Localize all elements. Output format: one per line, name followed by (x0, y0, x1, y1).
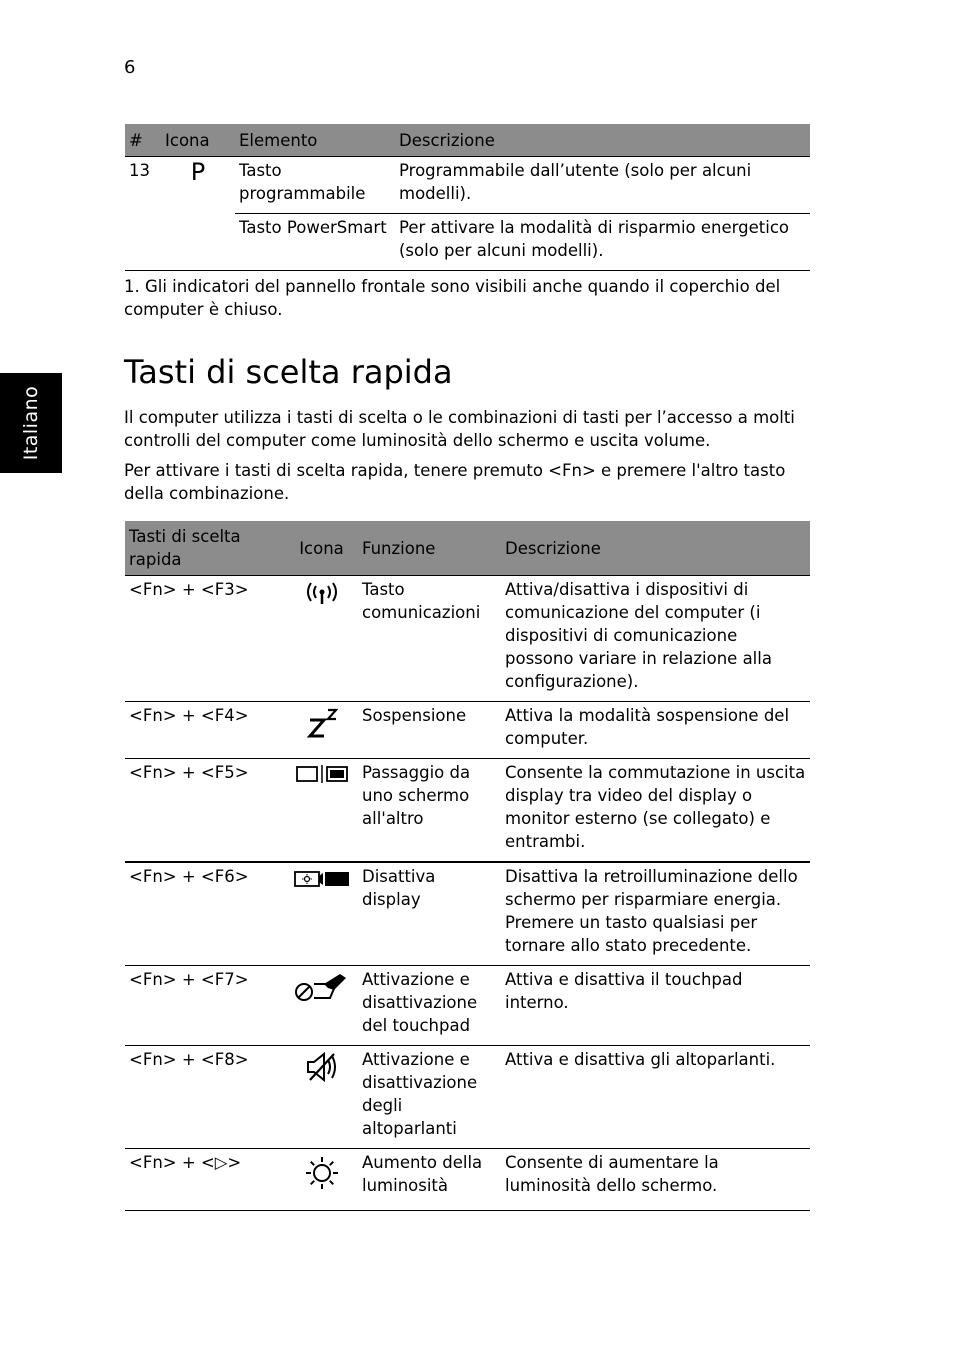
hotkey-cell: <Fn> + <F4> (125, 702, 285, 759)
language-side-tab (0, 373, 62, 473)
element-cell: Tasto PowerSmart (235, 214, 395, 271)
intro-text-before: Per attivare i tasti di scelta rapida, tenere premuto (124, 461, 549, 480)
header-description: Descrizione (395, 124, 810, 157)
fn-key-label: <Fn> (548, 461, 596, 480)
buttons-table (125, 124, 810, 271)
section-title: Tasti di scelta rapida (124, 353, 453, 391)
function-cell: Passaggio da uno schermo all'altro (358, 759, 501, 863)
function-cell: Disattiva display (362, 867, 436, 909)
header-function: Funzione (358, 521, 501, 576)
description-cell: Consente di aumentare la luminosità dello schermo. (501, 1149, 810, 1211)
table-row (125, 1149, 810, 1211)
header-number: # (125, 124, 161, 157)
table-row (125, 759, 810, 863)
description-cell: Per attivare la modalità di risparmio energetico (solo per alcuni modelli). (395, 214, 810, 271)
intro-paragraph-1: Il computer utilizza i tasti di scelta o le combinazioni di tasti per l’accesso a molti controlli del computer come luminosità dello schermo e uscita volume. (124, 408, 795, 450)
description-cell: Attiva/disattiva i dispositivi di comunicazione del computer (i dispositivi di comunicazione possono variare in relazione alla configurazione). (501, 576, 810, 702)
description-cell: Attiva e disattiva il touchpad interno. (501, 966, 810, 1046)
touchpad-toggle-icon (285, 966, 358, 1046)
table-row (125, 702, 810, 759)
screen-blank-icon (285, 862, 358, 966)
description-cell: Attiva e disattiva gli altoparlanti. (501, 1046, 810, 1149)
row-number: 13 (125, 157, 161, 271)
description-cell: Disattiva la retroilluminazione dello schermo per risparmiare energia. Premere un tasto qualsiasi per tornare allo stato precedente. (505, 867, 798, 955)
function-cell: Sospensione (358, 702, 501, 759)
intro-text-after: e premere l'altro tasto della combinazione. (124, 461, 786, 503)
footnote: 1. Gli indicatori del pannello frontale sono visibili anche quando il coperchio del computer è chiuso. (124, 277, 781, 319)
hotkey-cell: <Fn> + <▷> (125, 1149, 285, 1211)
table-row (125, 1046, 810, 1149)
header-description: Descrizione (501, 521, 810, 576)
table-row (125, 576, 810, 702)
display-toggle-icon (285, 759, 358, 863)
hotkey-cell: <Fn> + <F3> (125, 576, 285, 702)
table-header-row (125, 124, 810, 157)
sleep-zz-icon (285, 702, 358, 759)
intro-paragraph-2 (124, 459, 814, 505)
wireless-communication-icon (285, 576, 358, 702)
header-icon: Icona (285, 521, 358, 576)
header-element: Elemento (235, 124, 395, 157)
function-cell: Attivazione e disattivazione degli altoparlanti (358, 1046, 501, 1149)
brightness-up-icon (285, 1149, 358, 1211)
hotkeys-table (125, 521, 810, 1211)
header-icon: Icona (161, 124, 235, 157)
programmable-key-icon (161, 157, 235, 271)
description-cell: Consente la commutazione in uscita display tra video del display o monitor esterno (se collegato) e entrambi. (501, 759, 810, 863)
header-hotkeys: Tasti di scelta rapida (125, 521, 285, 576)
hotkey-cell: <Fn> + <F6> (129, 867, 249, 886)
p-key-glyph: P (190, 158, 206, 186)
hotkey-cell: <Fn> + <F8> (125, 1046, 285, 1149)
table-row (125, 157, 810, 214)
speaker-mute-icon (285, 1046, 358, 1149)
element-cell: Tasto programmabile (235, 157, 395, 214)
side-tab-label: Italiano (20, 385, 42, 461)
table-row (125, 966, 810, 1046)
description-cell: Attiva la modalità sospensione del computer. (501, 702, 810, 759)
hotkey-cell: <Fn> + <F5> (125, 759, 285, 863)
function-cell: Attivazione e disattivazione del touchpad (358, 966, 501, 1046)
hotkey-cell: <Fn> + <F7> (125, 966, 285, 1046)
description-cell: Programmabile dall’utente (solo per alcuni modelli). (395, 157, 810, 214)
table-row (125, 862, 810, 966)
page-number: 6 (124, 57, 136, 78)
function-cell: Tasto comunicazioni (358, 576, 501, 702)
function-cell: Aumento della luminosità (358, 1149, 501, 1211)
table-header-row (125, 521, 810, 576)
